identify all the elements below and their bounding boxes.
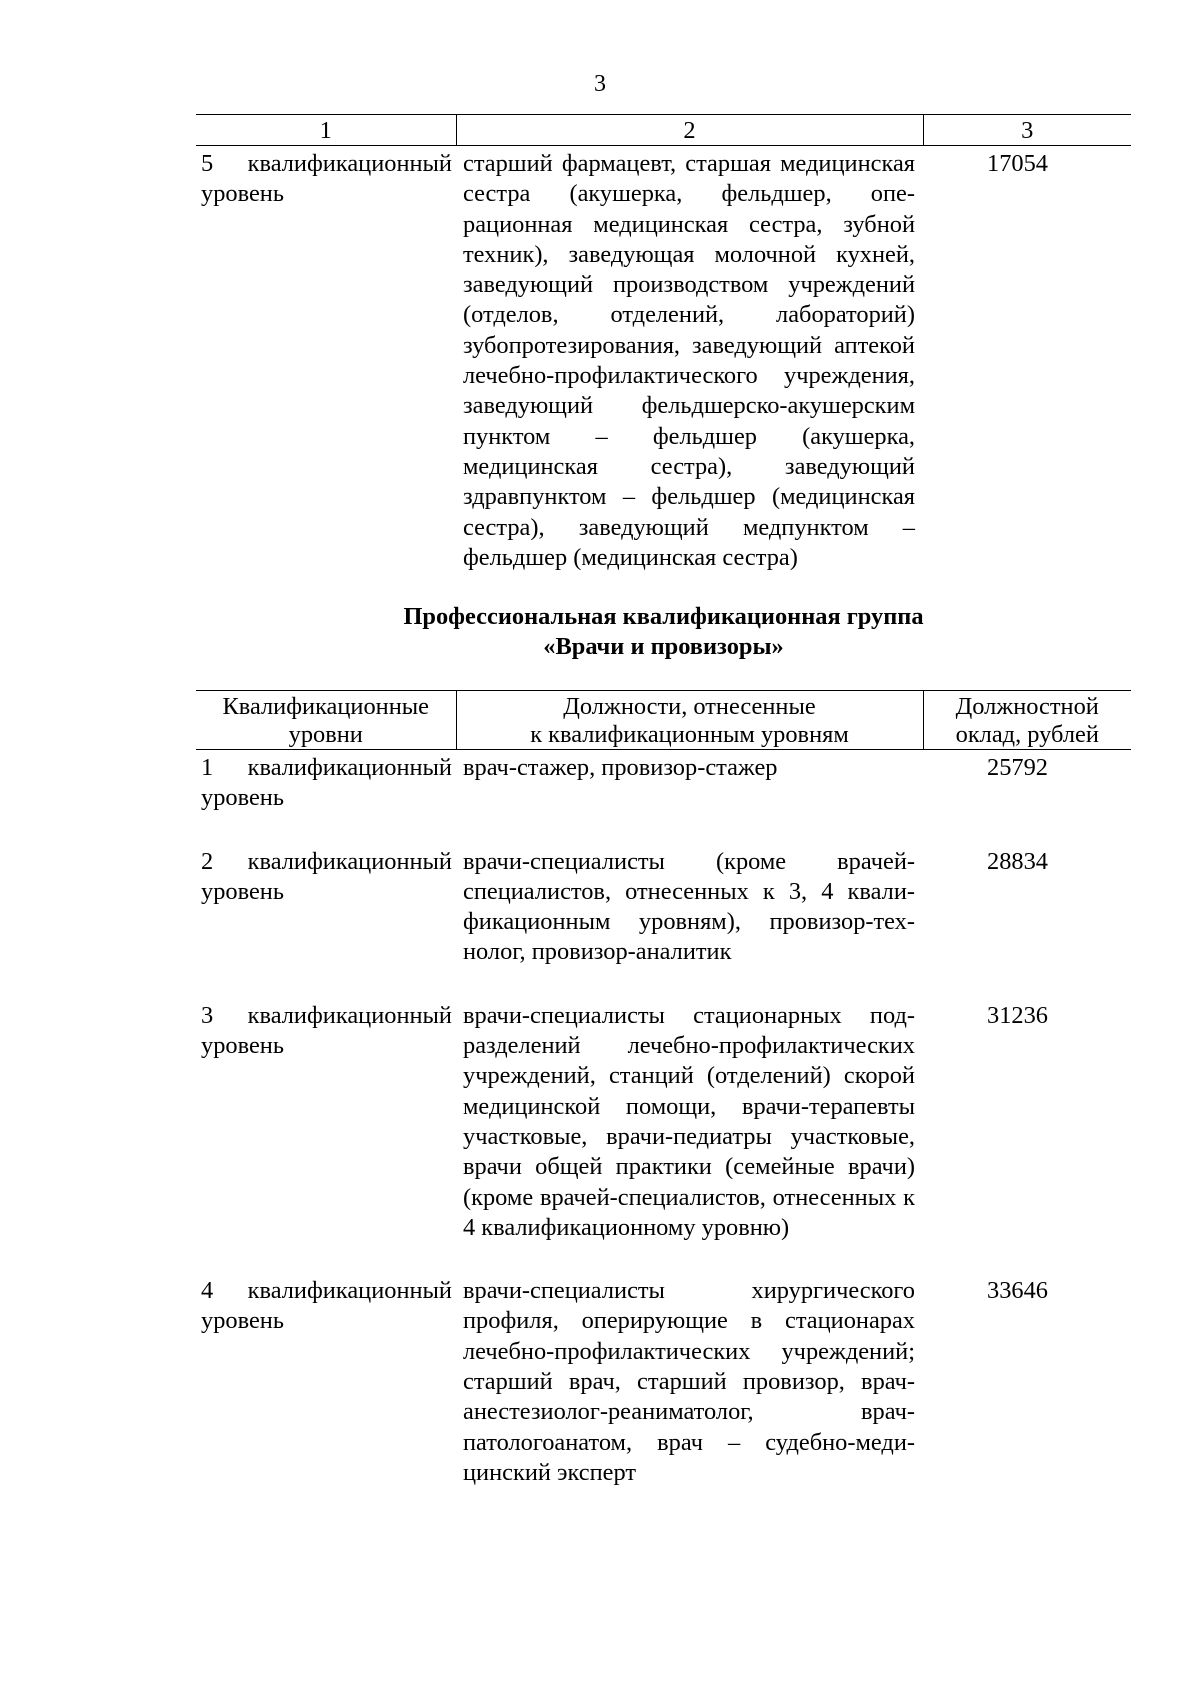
table-row (196, 750, 1131, 844)
qualification-level-cell (196, 844, 456, 998)
positions-cell: врачи-специалисты (кроме врачей-специалистов, отнесенных к 3, 4 квалификационным уровням), провизор-технолог, провизор-аналитик (463, 847, 915, 966)
header-line: Должностной (955, 693, 1099, 720)
header-line: Квалификационные (222, 693, 429, 720)
table-row (196, 998, 1131, 1273)
positions-cell: врачи-специалисты стационарных подразделений лечебно-профилактических учреждений, станций (отделений) скорой медицинской помощи, врачи-терапевты участковые, врачи-педиатры участковые, врачи общей практики (семейные врачи) (кроме врачей-специалистов, отнесенных к 4 квалификационному уровню) (463, 1001, 915, 1241)
table-header-row (196, 691, 1131, 750)
qualification-level-word: уровень (201, 784, 284, 812)
salary-cell: 28834 (987, 847, 1048, 875)
positions-cell: врач-стажер, провизор-стажер (463, 754, 778, 781)
qualification-level-word: уровень (201, 1032, 284, 1060)
positions-cell: старший фармацевт, старшая медицинская сестра (акушерка, фельдшер, операционная медицинская сестра, зубной техник), заведующая молочной кухней, заведующий производством учреждений (отделов, отделений, лабораторий) зубопротезирования, заведующий аптекой лечебно-профилактического учреждения, заведующий фельдшерско-акушерским пунктом – фельдшер (акушерка, медицинская сестра), заведующий здравпунктом – фельдшер (медицинская сестра), заведующий медпунктом – фельдшер (медицинская сестра) (463, 150, 915, 571)
column-number-1: 1 (196, 115, 456, 146)
header-qualification-levels (196, 691, 456, 750)
table-row (196, 146, 1131, 574)
table-header-row (196, 115, 1131, 146)
qualification-level-word: уровень (201, 877, 284, 905)
header-line: Должности, отнесенные (563, 693, 816, 720)
header-salary (923, 691, 1131, 750)
salary-cell: 17054 (987, 150, 1048, 177)
header-line: оклад, рублей (955, 721, 1099, 748)
group-subtitle: «Врачи и провизоры» (543, 633, 784, 660)
header-line: уровни (288, 721, 363, 748)
qualification-level-label: 2 квалификационный (201, 847, 452, 875)
qualification-level-cell (196, 750, 456, 844)
qualification-level-label: 1 квалификационный (201, 754, 452, 781)
qualification-level-word: уровень (201, 1307, 284, 1335)
table-row (196, 1273, 1131, 1488)
column-number-3: 3 (923, 115, 1131, 146)
qualification-level-label: 3 квалификационный (201, 1001, 452, 1029)
doctors-pharmacists-table (196, 690, 1131, 1488)
column-number-2: 2 (456, 115, 923, 146)
positions-cell: врачи-специалисты хирургического профиля, оперирующие в стационарах лечебно-профилактических учреждений; старший врач, старший провизор, врач-анестезиолог-реаниматолог, врач-патологоанатом, врач – судебно-медицинский эксперт (463, 1277, 915, 1486)
table-row (196, 844, 1131, 998)
group-heading (196, 602, 1131, 662)
table-continuation (196, 114, 1131, 573)
group-title: Профессиональная квалификационная группа (403, 603, 924, 630)
header-positions (456, 691, 923, 750)
salary-cell: 25792 (987, 754, 1048, 781)
salary-cell: 31236 (987, 1001, 1048, 1029)
qualification-level-word: уровень (201, 180, 284, 208)
qualification-level-label: 4 квалификационный (201, 1277, 452, 1305)
qualification-level-cell (196, 146, 456, 574)
page-number: 3 (594, 71, 606, 97)
header-line: к квалификационным уровням (530, 721, 849, 748)
salary-cell: 33646 (987, 1277, 1048, 1305)
qualification-level-label: 5 квалификационный (201, 150, 452, 177)
qualification-level-cell (196, 998, 456, 1273)
qualification-level-cell (196, 1273, 456, 1488)
